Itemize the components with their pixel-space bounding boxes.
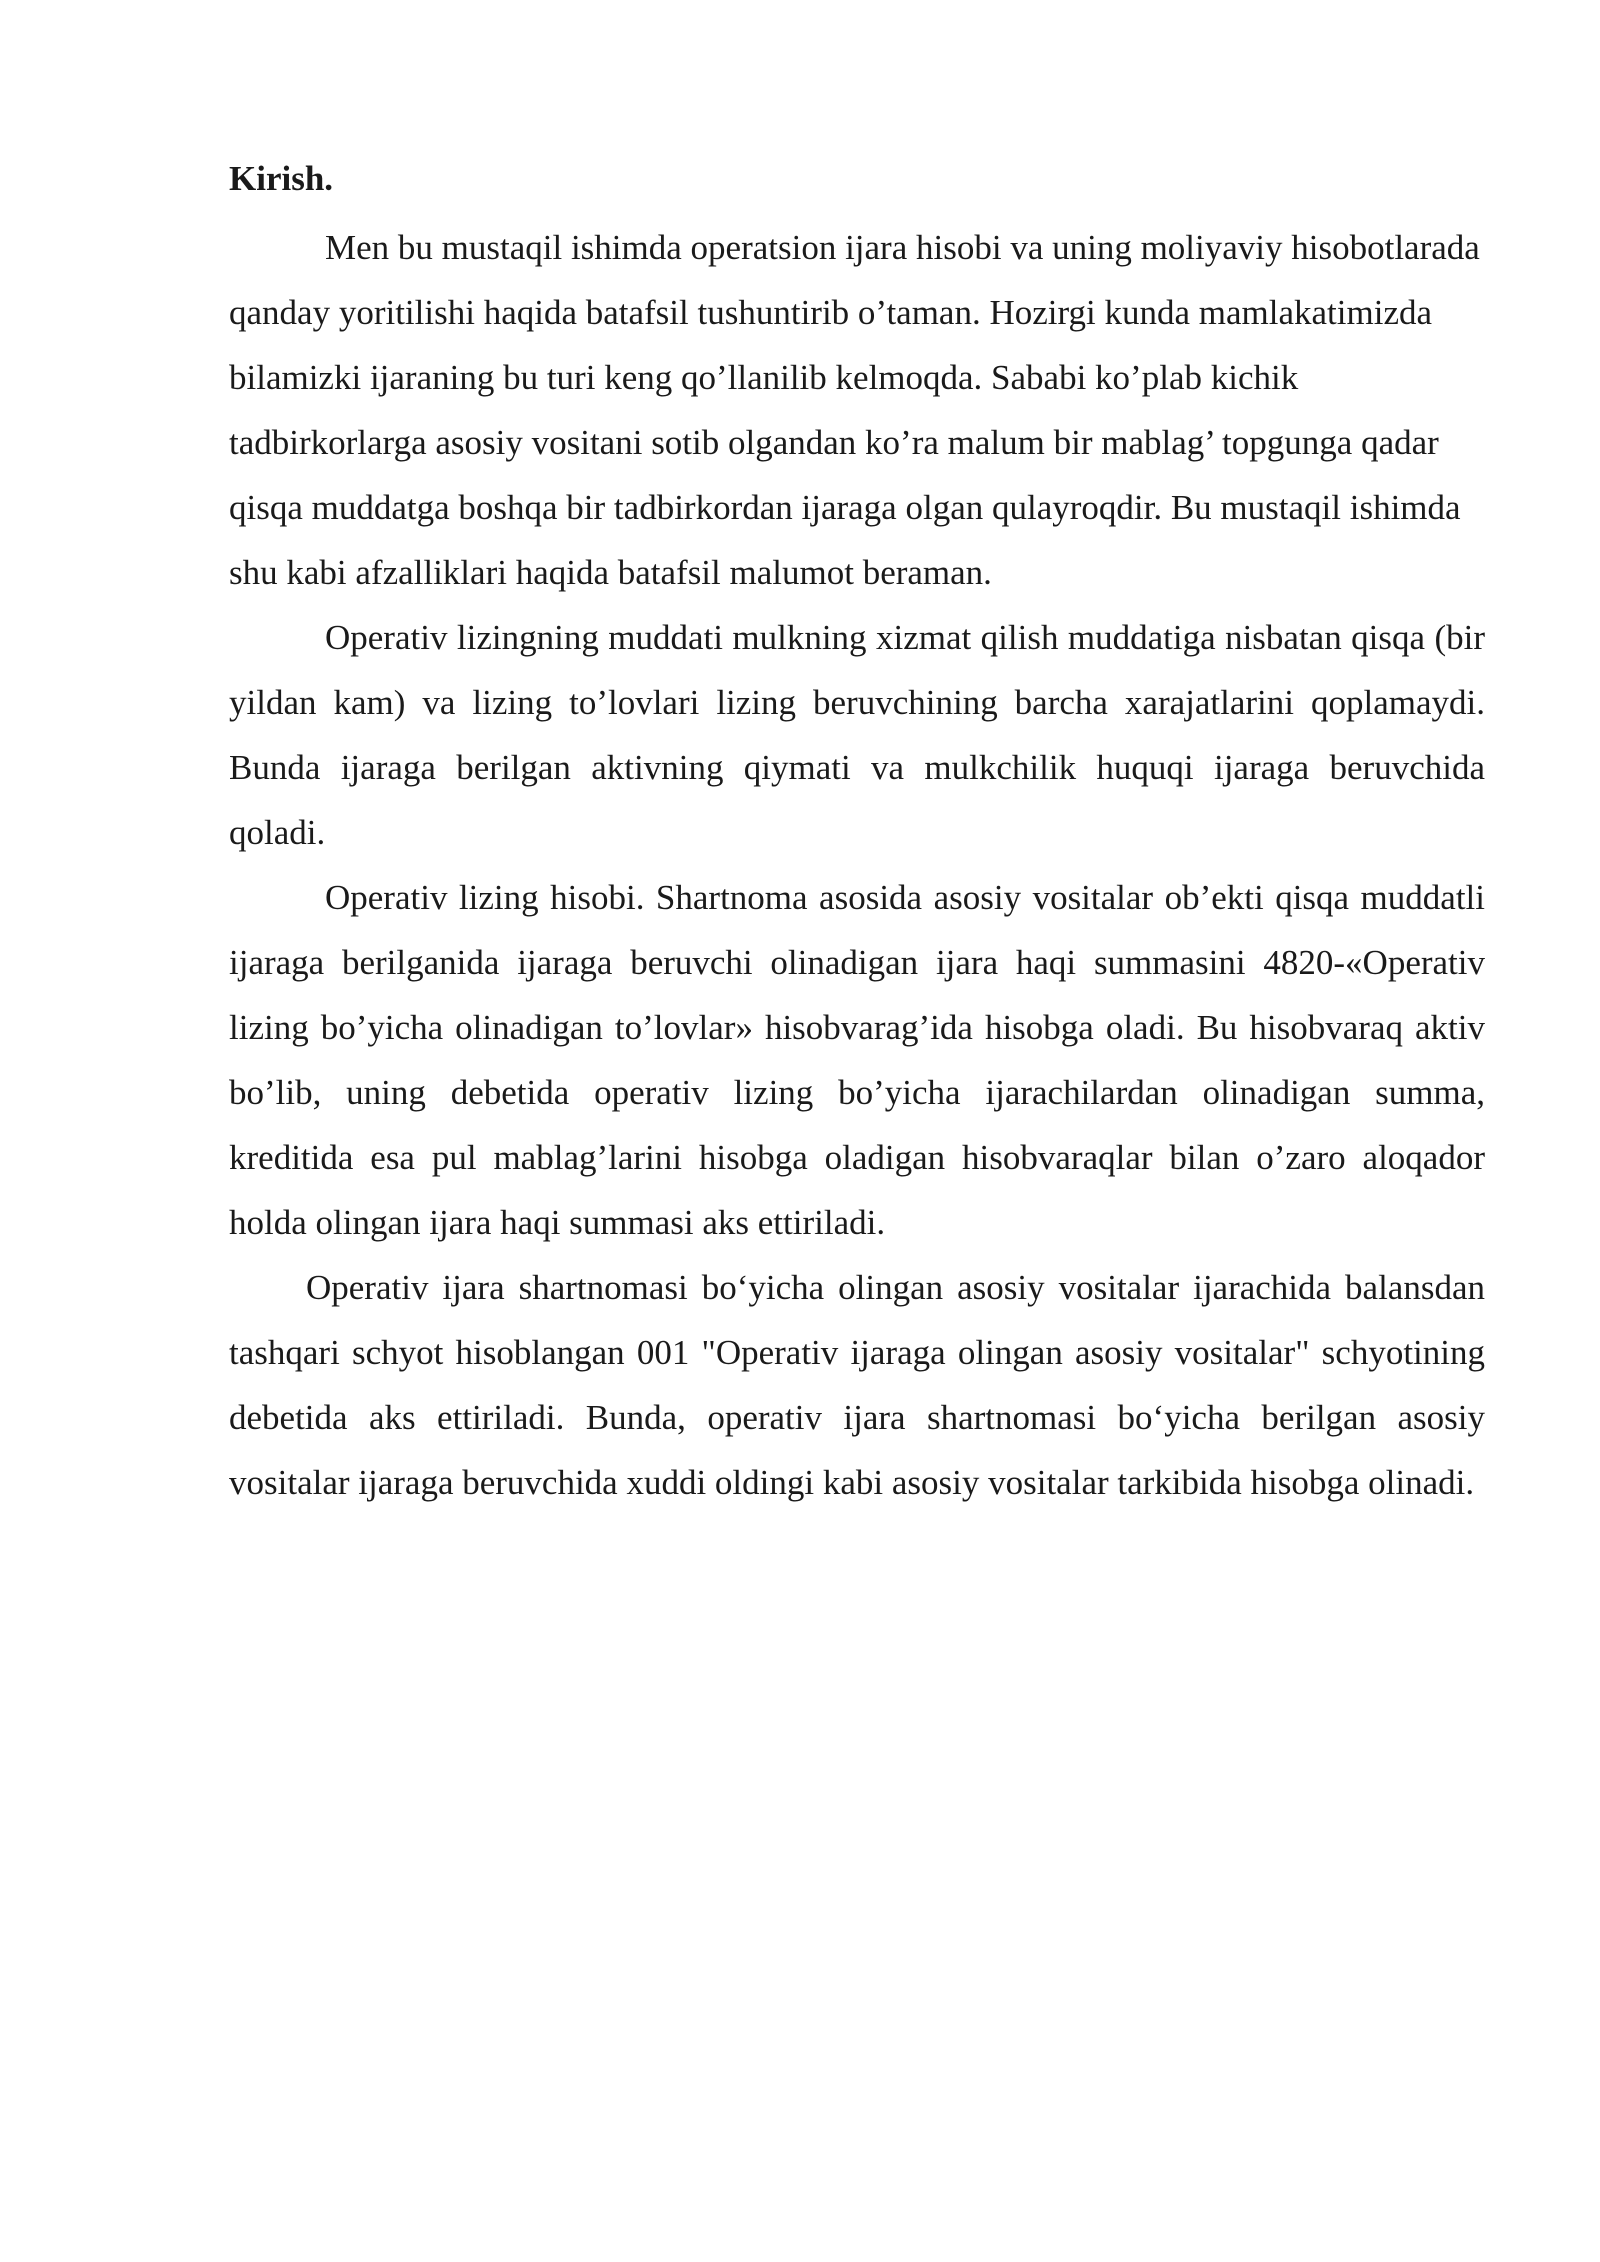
paragraph-operative-leasing-term: Operativ lizingning muddati mulkning xizmat qilish muddatiga nisbatan qisqa (bir yildan kam) va lizing to’lovlari lizing beruvchining barcha xarajatlarini qoplamaydi. Bunda ijaraga berilgan aktivning qiymati va mulkchilik huquqi ijaraga beruvchida qoladi. [229,618,1485,852]
document-body [229,150,1485,1515]
paragraph-introduction: Men bu mustaqil ishimda operatsion ijara hisobi va uning moliyaviy hisobotlarada qanday yoritilishi haqida batafsil tushuntirib o’taman. Hozirgi kunda mamlakatimizda bilamizki ijaraning bu turi keng qo’llanilib kelmoqda. Sababi ko’plab kichik tadbirkorlarga asosiy vositani sotib olgandan ko’ra malum bir mablag’ topgunga qadar qisqa muddatga boshqa bir tadbirkordan ijaraga olgan qulayroqdir. Bu mustaqil ishimda shu kabi afzalliklari haqida batafsil malumot beraman. [229,228,1480,592]
paragraph-operative-leasing-accounting: Operativ lizing hisobi. Shartnoma asosida asosiy vositalar ob’ekti qisqa muddatli ijaraga berilganida ijaraga beruvchi olinadigan ijara haqi summasini 4820-«Operativ lizing bo’yicha olinadigan to’lovlar» hisobvarag’ida hisobga oladi. Bu hisobvaraq aktiv bo’lib, uning debetida operativ lizing bo’yicha ijarachilardan olinadigan summa, kreditida esa pul mablag’larini hisobga oladigan hisobvaraqlar bilan o’zaro aloqador holda olingan ijara haqi summasi aks ettiriladi. [229,878,1485,1242]
section-heading: Kirish. [229,159,334,198]
paragraph-operative-lease-contract: Operativ ijara shartnomasi bo‘yicha olingan asosiy vositalar ijarachida balansdan tashqari schyot hisoblangan 001 "Operativ ijaraga olingan asosiy vositalar" schyotining debetida aks ettiriladi. Bunda, operativ ijara shartnomasi bo‘yicha berilgan asosiy vositalar ijaraga beruvchida xuddi oldingi kabi asosiy vositalar tarkibida hisobga olinadi. [229,1268,1485,1502]
